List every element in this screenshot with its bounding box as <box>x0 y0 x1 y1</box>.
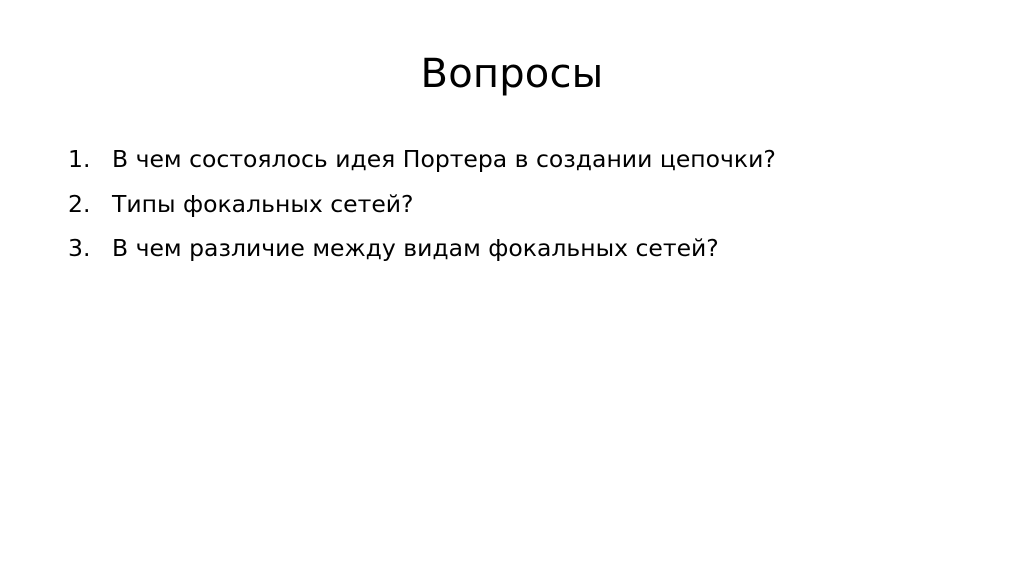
list-item <box>68 189 958 218</box>
questions-list <box>68 145 958 282</box>
list-item-marker: 2. <box>68 189 91 218</box>
list-item-label: В чем различие между видам фокальных сетей? <box>112 234 719 262</box>
list-item-label: В чем состоялось идея Портера в создании цепочки? <box>112 145 776 173</box>
list-item <box>68 145 958 173</box>
list-item-label: Типы фокальных сетей? <box>112 189 414 218</box>
list-item <box>68 234 958 262</box>
list-item-marker: 1. <box>68 145 91 173</box>
list-item-marker: 3. <box>68 234 91 262</box>
page-title: Вопросы <box>420 51 604 97</box>
